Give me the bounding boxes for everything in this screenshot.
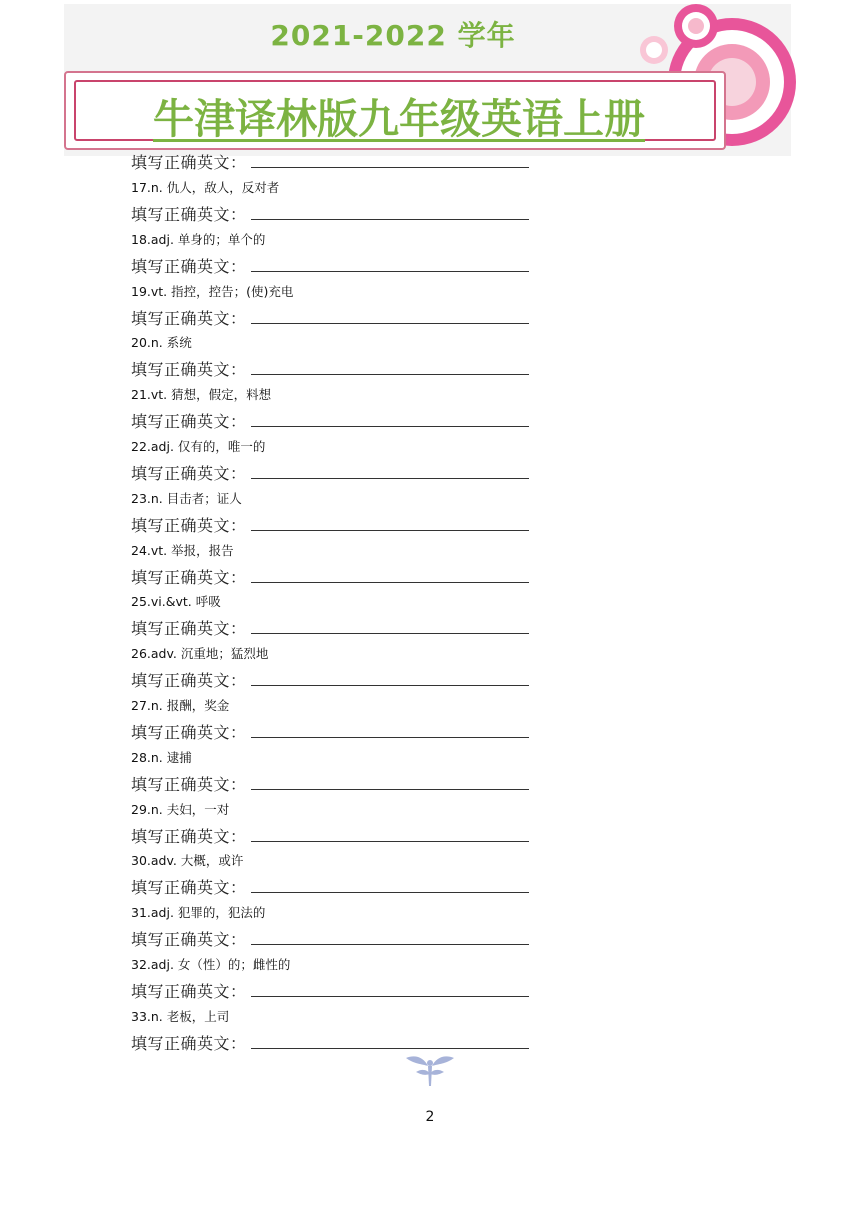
clue-text: 32.adj. 女（性）的；雌性的 xyxy=(131,957,291,972)
answer-line xyxy=(251,944,529,945)
answer-label: 填写正确英文： xyxy=(131,257,247,276)
answer-label: 填写正确英文： xyxy=(131,775,247,794)
answer-field[interactable] xyxy=(131,357,247,380)
answer-field[interactable] xyxy=(131,1031,247,1054)
floral-ornament-icon xyxy=(402,1052,458,1088)
answer-field[interactable] xyxy=(131,254,247,277)
answer-line xyxy=(251,271,529,272)
answer-label: 填写正确英文： xyxy=(131,619,247,638)
clue-text: 27.n. 报酬，奖金 xyxy=(131,698,230,713)
answer-field[interactable] xyxy=(131,306,247,329)
book-title: 牛津译林版九年级英语上册 xyxy=(153,95,645,143)
answer-field[interactable] xyxy=(131,202,247,225)
answer-field[interactable] xyxy=(131,668,247,691)
clue-text: 19.vt. 指控，控告；(使)充电 xyxy=(131,284,294,299)
answer-line xyxy=(251,582,529,583)
answer-label: 填写正确英文： xyxy=(131,982,247,1001)
answer-field[interactable] xyxy=(131,513,247,536)
answer-label: 填写正确英文： xyxy=(131,412,247,431)
answer-field[interactable] xyxy=(131,409,247,432)
answer-line xyxy=(251,841,529,842)
clue-text: 26.adv. 沉重地；猛烈地 xyxy=(131,646,269,661)
year-title: 2021-2022 学年 xyxy=(270,19,516,52)
answer-label: 填写正确英文： xyxy=(131,464,247,483)
answer-line xyxy=(251,374,529,375)
clue-text: 18.adj. 单身的；单个的 xyxy=(131,232,266,247)
answer-field[interactable] xyxy=(131,979,247,1002)
answer-label: 填写正确英文： xyxy=(131,153,247,172)
clue-text: 24.vt. 举报，报告 xyxy=(131,543,234,558)
answer-field[interactable] xyxy=(131,565,247,588)
clue-text: 28.n. 逮捕 xyxy=(131,750,192,765)
answer-label: 填写正确英文： xyxy=(131,827,247,846)
page-number: 2 xyxy=(425,1109,435,1125)
answer-line xyxy=(251,892,529,893)
answer-line xyxy=(251,633,529,634)
answer-field[interactable] xyxy=(131,772,247,795)
answer-label: 填写正确英文： xyxy=(131,205,247,224)
clue-text: 30.adv. 大概，或许 xyxy=(131,853,244,868)
clue-text: 29.n. 夫妇，一对 xyxy=(131,802,230,817)
answer-field[interactable] xyxy=(131,720,247,743)
clue-text: 33.n. 老板，上司 xyxy=(131,1009,230,1024)
answer-field[interactable] xyxy=(131,150,247,173)
answer-label: 填写正确英文： xyxy=(131,516,247,535)
clue-text: 25.vi.&vt. 呼吸 xyxy=(131,594,221,609)
clue-text: 22.adj. 仅有的，唯一的 xyxy=(131,439,266,454)
answer-field[interactable] xyxy=(131,927,247,950)
clue-text: 17.n. 仇人，敌人，反对者 xyxy=(131,180,280,195)
answer-label: 填写正确英文： xyxy=(131,723,247,742)
answer-line xyxy=(251,426,529,427)
answer-line xyxy=(251,1048,529,1049)
clue-text: 31.adj. 犯罪的，犯法的 xyxy=(131,905,266,920)
answer-field[interactable] xyxy=(131,461,247,484)
answer-line xyxy=(251,167,529,168)
clue-text: 21.vt. 猜想，假定，料想 xyxy=(131,387,272,402)
answer-label: 填写正确英文： xyxy=(131,671,247,690)
answer-line xyxy=(251,219,529,220)
answer-field[interactable] xyxy=(131,875,247,898)
answer-line xyxy=(251,323,529,324)
answer-label: 填写正确英文： xyxy=(131,309,247,328)
answer-label: 填写正确英文： xyxy=(131,930,247,949)
answer-line xyxy=(251,789,529,790)
answer-line xyxy=(251,996,529,997)
answer-line xyxy=(251,737,529,738)
answer-line xyxy=(251,530,529,531)
answer-field[interactable] xyxy=(131,616,247,639)
answer-line xyxy=(251,685,529,686)
clue-text: 23.n. 目击者；证人 xyxy=(131,491,242,506)
answer-label: 填写正确英文： xyxy=(131,1034,247,1053)
clue-text: 20.n. 系统 xyxy=(131,335,192,350)
answer-label: 填写正确英文： xyxy=(131,568,247,587)
answer-label: 填写正确英文： xyxy=(131,360,247,379)
answer-field[interactable] xyxy=(131,824,247,847)
answer-line xyxy=(251,478,529,479)
answer-label: 填写正确英文： xyxy=(131,878,247,897)
